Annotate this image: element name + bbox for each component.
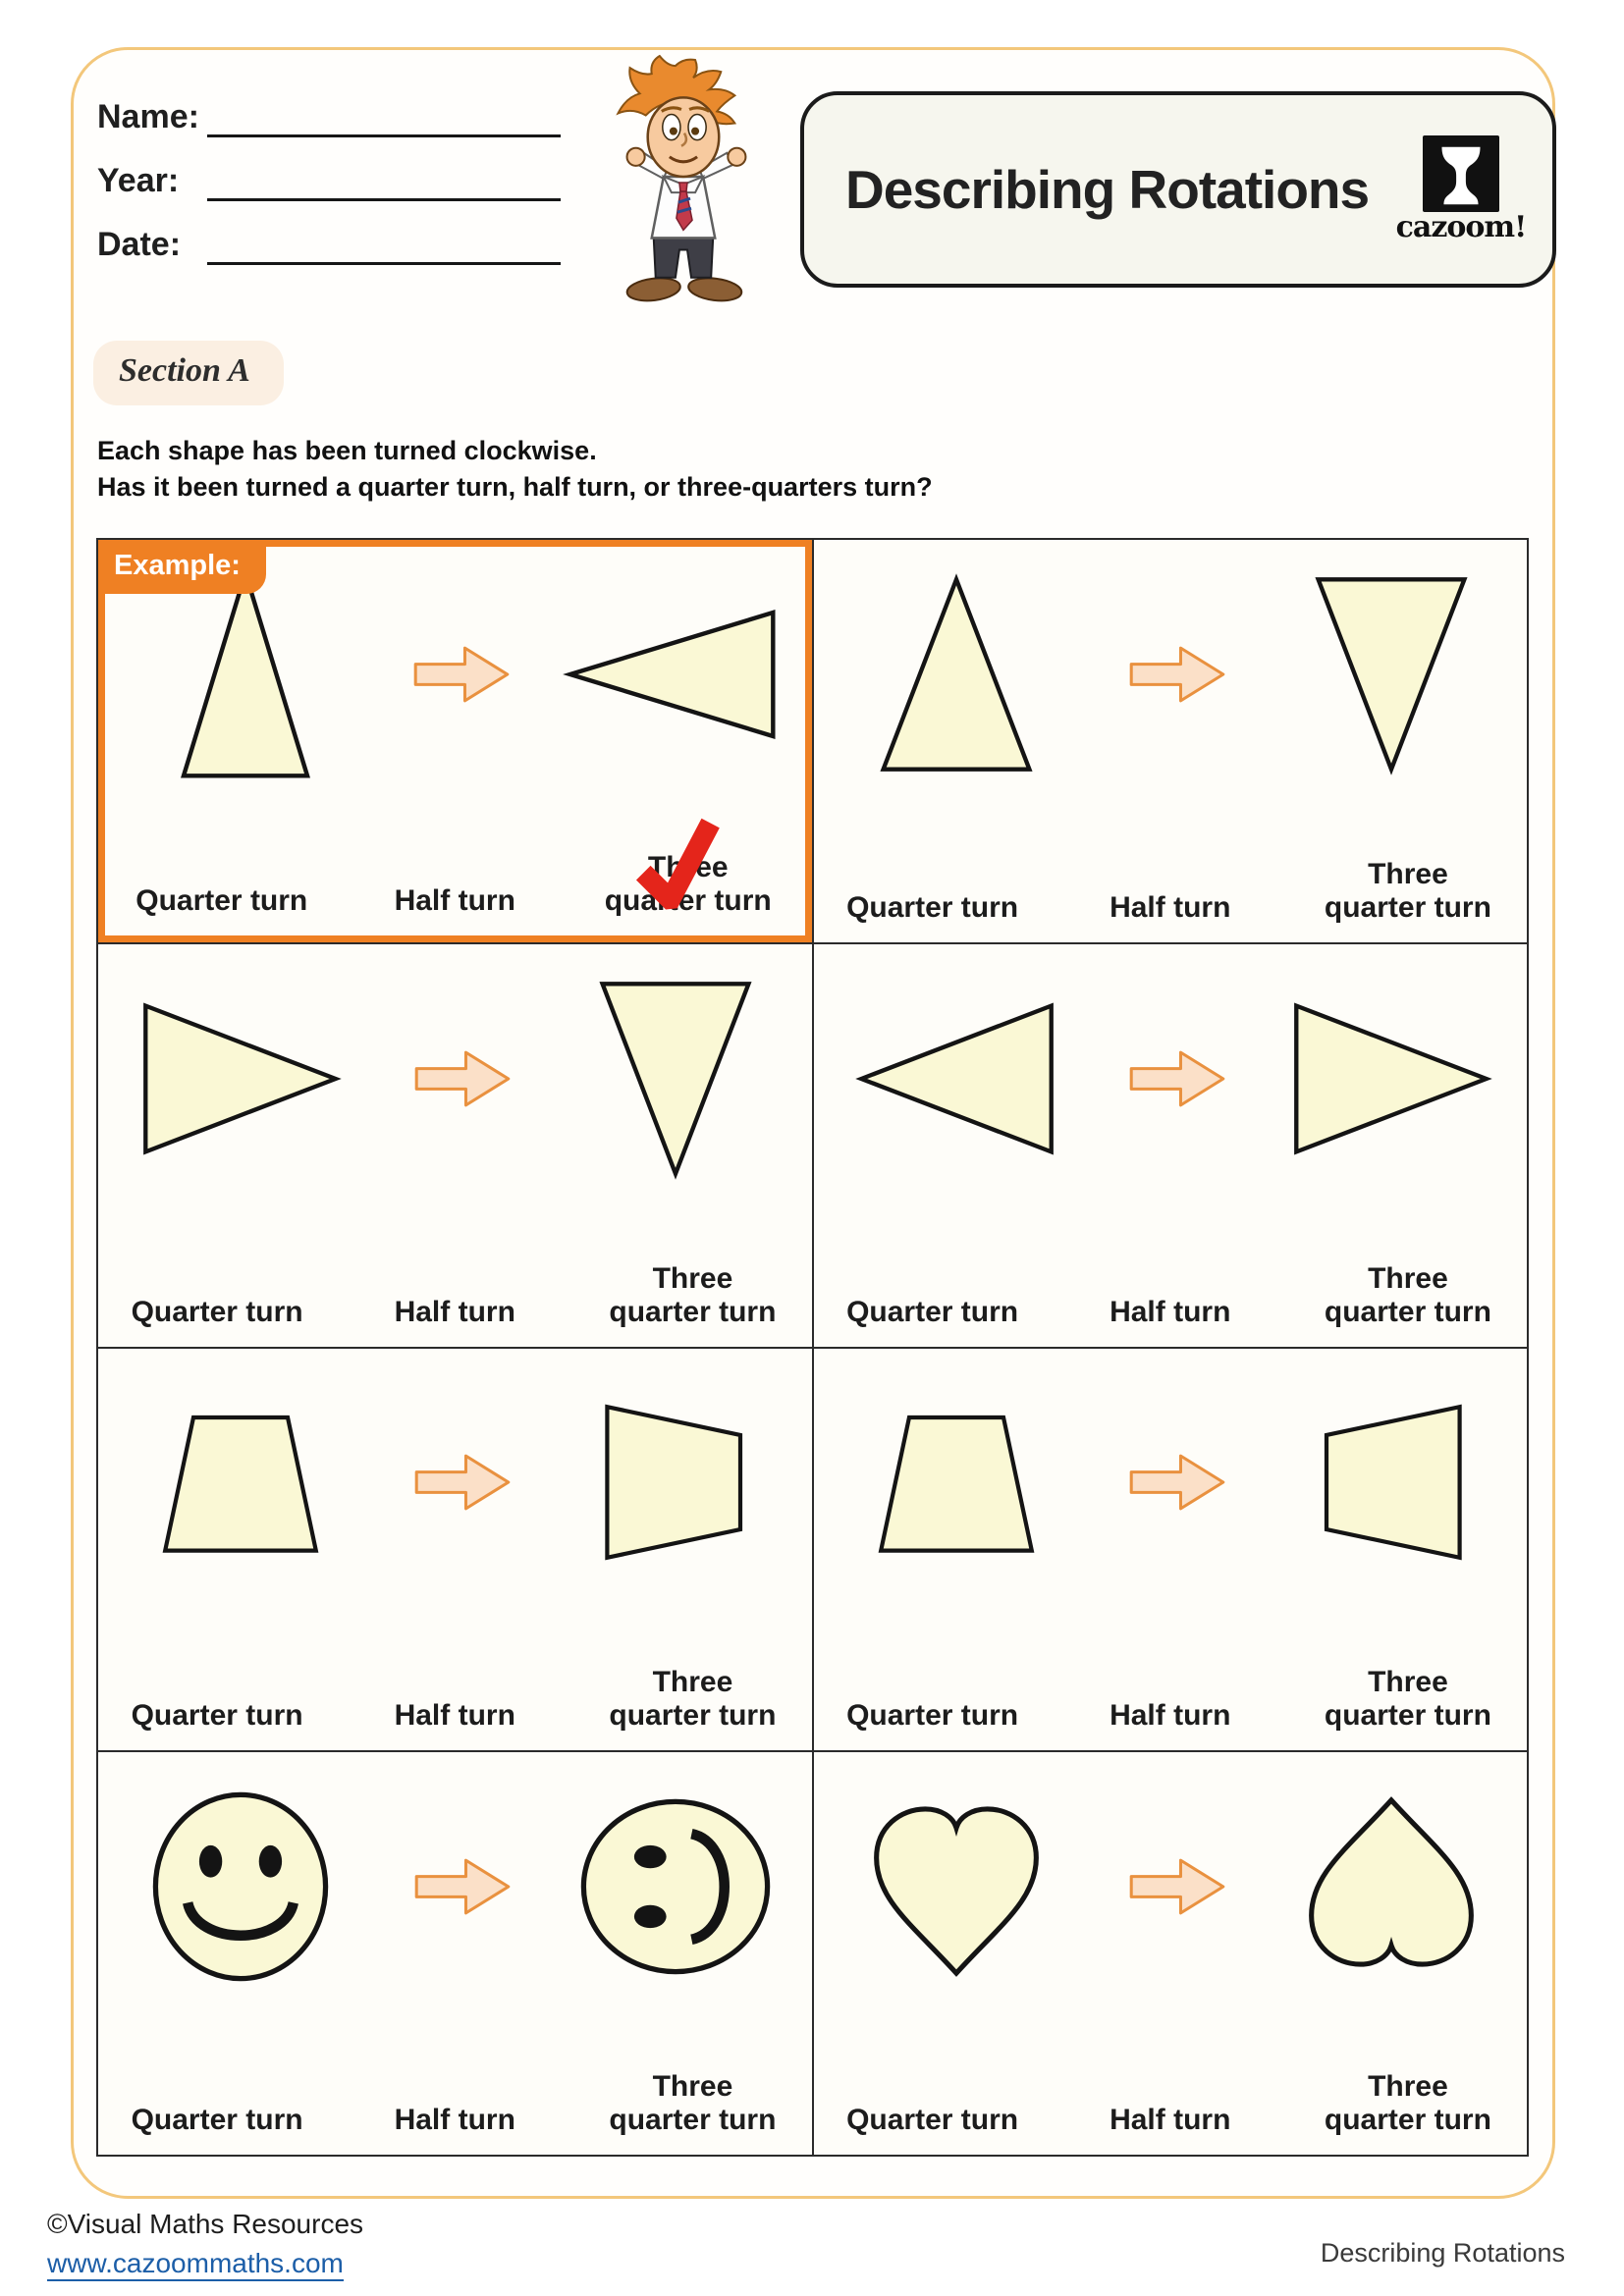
instruction-line-2: Has it been turned a quarter turn, half turn, or three-quarters turn?: [97, 472, 933, 502]
option-quarter-turn[interactable]: Quarter turn: [131, 1295, 303, 1328]
year-input-line[interactable]: [207, 163, 561, 201]
example-label: Example:: [98, 540, 266, 594]
rotation-arrow-icon: [411, 1041, 514, 1117]
option-three-line1: Three: [647, 850, 729, 883]
mascot-character-illustration: [584, 54, 790, 311]
rotation-cell-3: [98, 944, 812, 1347]
shape-before: [835, 553, 1078, 796]
rotation-cell-2: [814, 540, 1528, 942]
shape-row: [814, 540, 1528, 809]
rotation-cell-4: [814, 944, 1528, 1347]
rotation-arrow-icon: [1126, 1444, 1228, 1521]
instructions: [97, 433, 933, 506]
shape-after: [1270, 957, 1513, 1201]
rotation-arrow-icon: [410, 636, 513, 713]
copyright-text: ©Visual Maths Resources: [47, 2209, 364, 2239]
name-label: Name:: [97, 98, 199, 135]
rotation-grid: [96, 538, 1529, 2157]
shape-before: [845, 1776, 1067, 1998]
shape-before: [839, 1364, 1074, 1600]
option-quarter-turn[interactable]: Quarter turn: [131, 2104, 303, 2136]
option-three-line1: Three: [1368, 857, 1448, 890]
shape-row: [98, 944, 812, 1213]
rotation-cell-5: [98, 1349, 812, 1751]
option-three-line2: quarter turn: [609, 1295, 777, 1328]
answer-checkmark-icon: [626, 811, 728, 912]
option-half-turn[interactable]: Half turn: [394, 2104, 515, 2136]
cazoom-logo: [1387, 135, 1535, 244]
footer-doc-title: Describing Rotations: [1320, 2238, 1565, 2268]
date-field-row: [97, 223, 561, 265]
shape-before: [126, 1772, 355, 2002]
options-row: [98, 2021, 812, 2155]
option-three-line2: quarter turn: [1324, 1295, 1491, 1328]
option-three-quarter-turn[interactable]: [1325, 2070, 1491, 2137]
section-a-heading: Section A: [93, 341, 284, 405]
option-three-line1: Three: [652, 2070, 733, 2103]
option-three-line1: Three: [1368, 1261, 1448, 1295]
shape-row: [814, 944, 1528, 1213]
option-quarter-turn[interactable]: Quarter turn: [846, 1699, 1019, 1733]
option-three-quarter-turn[interactable]: [1325, 858, 1491, 925]
options-row: [814, 1213, 1528, 1347]
option-three-line1: Three: [652, 1261, 733, 1295]
options-row: [105, 802, 805, 935]
option-three-line2: quarter turn: [609, 2104, 777, 2136]
rotation-arrow-icon: [1126, 636, 1228, 713]
cazoom-drum-icon: [1423, 135, 1499, 212]
option-three-line1: Three: [1368, 1666, 1448, 1699]
option-quarter-turn[interactable]: Quarter turn: [131, 1699, 303, 1733]
option-three-quarter-turn[interactable]: [609, 2070, 776, 2137]
option-half-turn[interactable]: Half turn: [1110, 2104, 1231, 2136]
rotation-cell-7: [98, 1752, 812, 2155]
website-link[interactable]: www.cazoommaths.com: [47, 2248, 344, 2281]
option-three-line2: quarter turn: [1324, 2104, 1491, 2136]
shape-after: [554, 957, 797, 1201]
year-label: Year:: [97, 162, 180, 199]
option-three-line2: quarter turn: [609, 1699, 777, 1733]
name-input-line[interactable]: [207, 99, 561, 137]
option-quarter-turn[interactable]: Quarter turn: [135, 883, 308, 917]
option-quarter-turn[interactable]: Quarter turn: [846, 2104, 1019, 2136]
page-title: Describing Rotations: [845, 159, 1370, 220]
options-row: [814, 809, 1528, 942]
option-three-line1: Three: [1368, 2070, 1448, 2103]
instruction-line-1: Each shape has been turned clockwise.: [97, 436, 597, 465]
option-three-quarter-turn[interactable]: [1325, 1666, 1491, 1733]
options-row: [98, 1617, 812, 1750]
cazoom-logo-text: cazoom!: [1395, 209, 1527, 244]
shape-after: [548, 551, 795, 798]
header-fields: [97, 95, 561, 287]
options-row: [98, 1213, 812, 1347]
shape-row: [98, 1349, 812, 1618]
shape-after: [1273, 1364, 1509, 1600]
shape-after: [558, 1364, 793, 1600]
option-three-line2: quarter turn: [1324, 890, 1491, 924]
shape-before: [123, 1364, 358, 1600]
rotation-arrow-icon: [1126, 1848, 1228, 1925]
date-input-line[interactable]: [207, 227, 561, 265]
date-label: Date:: [97, 226, 182, 263]
option-three-quarter-turn[interactable]: [609, 1262, 776, 1329]
option-three-line1: Three: [652, 1666, 733, 1699]
shape-row: [814, 1349, 1528, 1618]
option-three-quarter-turn[interactable]: [609, 1666, 776, 1733]
page-border: [71, 47, 1555, 2199]
option-three-quarter-turn[interactable]: [605, 851, 772, 918]
shape-row: [814, 1752, 1528, 2021]
option-quarter-turn[interactable]: Quarter turn: [846, 890, 1019, 924]
rotation-cell-1: [98, 540, 812, 942]
shape-after: [561, 1772, 790, 2002]
option-half-turn[interactable]: Half turn: [1110, 890, 1231, 924]
option-half-turn[interactable]: Half turn: [394, 1295, 515, 1328]
shape-row: [98, 1752, 812, 2021]
options-row: [814, 2021, 1528, 2155]
option-half-turn[interactable]: Half turn: [1110, 1295, 1231, 1328]
rotation-arrow-icon: [1126, 1041, 1228, 1117]
year-field-row: [97, 159, 561, 201]
shape-after: [1270, 553, 1513, 796]
option-three-quarter-turn[interactable]: [1325, 1262, 1491, 1329]
option-three-line2: quarter turn: [604, 883, 772, 917]
rotation-arrow-icon: [411, 1848, 514, 1925]
rotation-cell-6: [814, 1349, 1528, 1751]
shape-before: [119, 957, 362, 1201]
option-three-line2: quarter turn: [1324, 1699, 1491, 1733]
options-row: [814, 1617, 1528, 1750]
footer-left: [47, 2209, 363, 2281]
name-field-row: [97, 95, 561, 137]
shape-before: [835, 957, 1078, 1201]
shape-after: [1280, 1776, 1502, 1998]
option-half-turn[interactable]: Half turn: [394, 1699, 515, 1733]
title-box: [800, 91, 1556, 288]
option-half-turn[interactable]: Half turn: [394, 883, 515, 917]
option-quarter-turn[interactable]: Quarter turn: [846, 1295, 1019, 1328]
rotation-arrow-icon: [411, 1444, 514, 1521]
option-half-turn[interactable]: Half turn: [1110, 1699, 1231, 1733]
rotation-cell-8: [814, 1752, 1528, 2155]
